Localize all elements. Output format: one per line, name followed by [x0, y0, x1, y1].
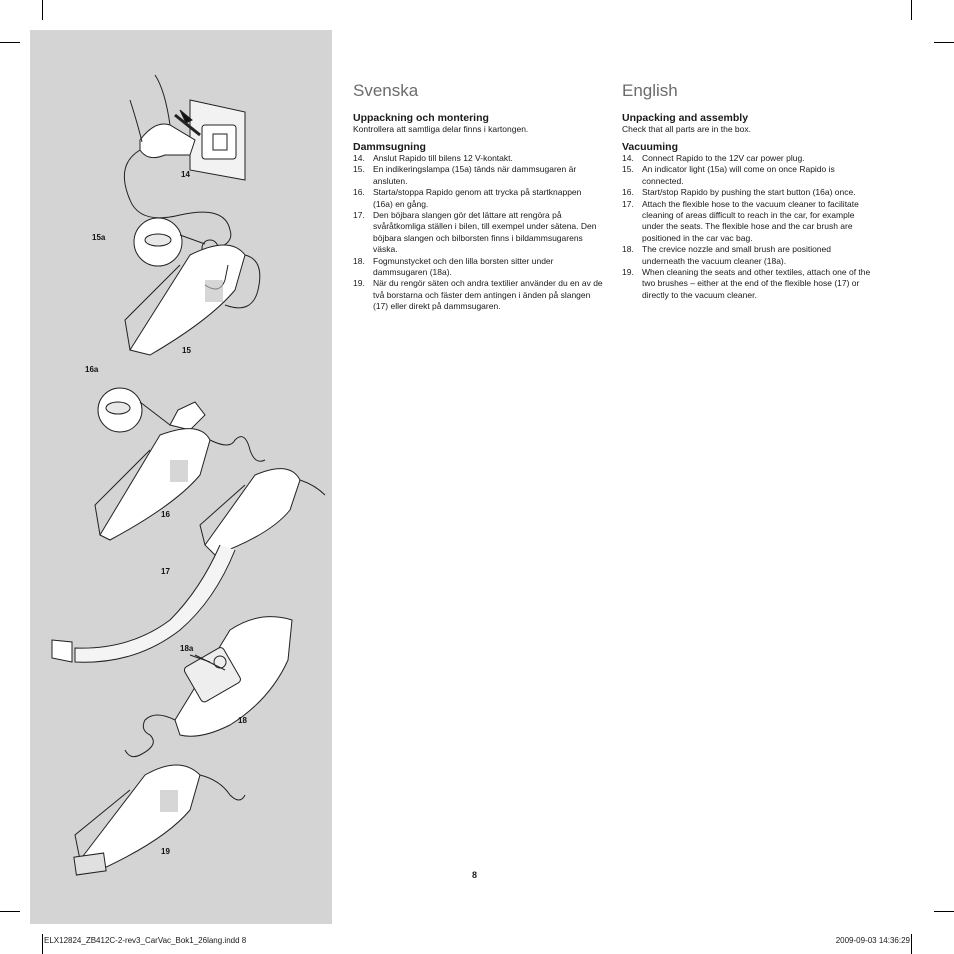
step-text: Start/stop Rapido by pushing the start button (16a) once. [642, 187, 856, 198]
crop-mark [0, 911, 20, 912]
step-text: En indikeringslampa (15a) tänds när dammsugaren är ansluten. [373, 164, 577, 186]
figure-label-15a: 15a [92, 233, 106, 242]
figure-label-14: 14 [181, 170, 190, 179]
figure-label-18a: 18a [180, 644, 194, 653]
list-item [353, 164, 603, 187]
page-number: 8 [472, 870, 478, 880]
list-item [353, 210, 603, 256]
step-number: 14. [622, 153, 634, 163]
english-title: English [622, 81, 678, 100]
step-number: 15. [353, 164, 365, 175]
figure-label-17: 17 [161, 567, 170, 576]
step-text: Anslut Rapido till bilens 12 V-kontakt. [373, 153, 513, 163]
svenska-vacuum-heading: Dammsugning [353, 141, 426, 153]
list-item [353, 153, 603, 164]
english-vacuum-heading: Vacuuming [622, 141, 679, 153]
step-text: Fogmunstycket och den lilla borsten sitter under dammsugaren (18a). [373, 255, 554, 278]
footer-filename: ELX12824_ZB412C-2-rev3_CarVac_Bok1_26lang.indd 8 [44, 936, 247, 945]
list-item [622, 199, 872, 245]
figure-label-16a: 16a [85, 365, 99, 374]
list-item [622, 164, 872, 187]
svenska-title: Svenska [353, 81, 419, 100]
english-column [622, 80, 872, 301]
figure-15-drawing [125, 218, 260, 355]
crop-mark [911, 0, 912, 20]
crop-mark [934, 911, 954, 912]
footer-timestamp: 2009-09-03 14:36:29 [835, 936, 910, 945]
figure-label-15: 15 [182, 346, 191, 355]
illustration-panel [30, 30, 332, 924]
step-text: The crevice nozzle and small brush are positioned underneath the vacuum cleaner (18a). [642, 244, 831, 266]
crop-mark [934, 42, 954, 43]
step-number: 18. [353, 255, 365, 266]
list-item [353, 256, 603, 279]
step-text: Den böjbara slangen gör det lättare att rengöra på svåråtkomliga ställen i bilen, till exempel under sätena. Den böjbara slangen och bilborsten finns i bildammsugarens väska. [373, 210, 597, 255]
crop-mark [911, 934, 912, 954]
vacuum-illustrations [30, 30, 332, 924]
svenska-column [353, 80, 603, 313]
step-number: 19. [353, 278, 365, 289]
step-number: 14. [353, 153, 365, 163]
figure-label-19: 19 [161, 847, 170, 856]
step-text: Connect Rapido to the 12V car power plug. [642, 153, 805, 163]
step-number: 18. [622, 244, 634, 255]
english-steps [622, 153, 872, 301]
step-number: 19. [622, 267, 634, 278]
crop-mark [42, 0, 43, 20]
svenska-unpack-heading: Uppackning och montering [353, 112, 489, 124]
list-item [353, 278, 603, 312]
list-item [622, 267, 872, 301]
crop-mark [42, 934, 43, 954]
step-number: 16. [622, 187, 634, 198]
crop-mark [0, 42, 20, 43]
step-number: 16. [353, 187, 365, 198]
list-item [622, 187, 872, 198]
svenska-unpack-text: Kontrollera att samtliga delar finns i kartongen. [353, 124, 529, 134]
list-item [622, 244, 872, 267]
step-text: When cleaning the seats and other textiles, attach one of the two brushes – either at the end of the flexible hose (17) or directly to the vacuum cleaner. [642, 267, 871, 300]
step-text: An indicator light (15a) will come on once Rapido is connected. [642, 164, 835, 186]
step-text: Starta/stoppa Rapido genom att trycka på startknappen (16a) en gång. [373, 187, 582, 209]
step-number: 17. [622, 198, 634, 209]
figure-label-18: 18 [238, 716, 247, 725]
list-item [622, 153, 872, 164]
svenska-steps [353, 153, 603, 313]
english-unpack-text: Check that all parts are in the box. [622, 124, 751, 134]
step-text: Attach the flexible hose to the vacuum cleaner to facilitate cleaning of areas difficult to reach in the car, for example under the seats. The flexible hose and the car brush are positioned in the car vac bag. [642, 198, 859, 243]
figure-19-drawing [74, 765, 245, 875]
step-number: 15. [622, 164, 634, 175]
step-text: När du rengör säten och andra textilier använder du en av de två borstarna och fäster dem antingen i änden på slangen (17) eller direkt på dammsugaren. [373, 278, 603, 312]
step-number: 17. [353, 210, 365, 221]
list-item [353, 187, 603, 210]
figure-label-16: 16 [161, 510, 170, 519]
english-unpack-heading: Unpacking and assembly [622, 112, 749, 124]
